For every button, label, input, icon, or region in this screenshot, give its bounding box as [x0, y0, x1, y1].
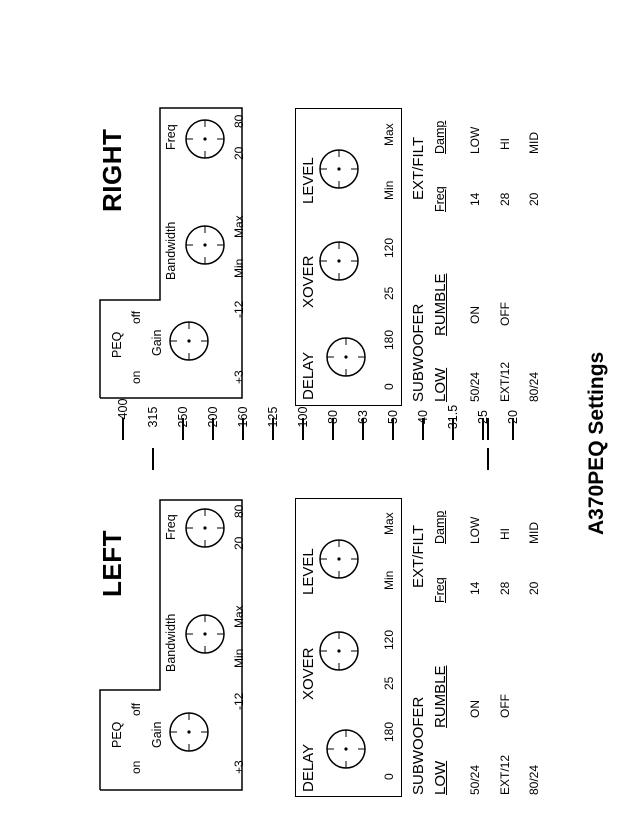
right-bandwidth-label: Bandwidth — [164, 221, 178, 280]
left-subwoofer-label: SUBWOOFER — [410, 696, 427, 795]
right-xover-label: XOVER — [300, 255, 317, 308]
right-ext-row2-freq: 28 — [498, 192, 512, 206]
left-freq-min: 20 — [232, 536, 246, 550]
left-ext-row1-freq: 14 — [468, 581, 482, 595]
right-ext-freq-header: Freq — [433, 186, 447, 212]
right-freq-max: 80 — [232, 114, 246, 128]
freq-label: 80 — [326, 410, 340, 424]
freq-label: 250 — [176, 406, 190, 428]
right-ext-row3-damp: MID — [527, 132, 541, 154]
right-extfilt-label: EXT/FILT — [410, 136, 427, 200]
freq-label: 400 — [116, 398, 130, 420]
freq-label: 160 — [236, 406, 250, 428]
left-ext-row3-freq: 20 — [527, 581, 541, 595]
right-delay-min: 0 — [382, 383, 396, 390]
left-delay-label: DELAY — [300, 743, 317, 792]
right-peq-label: PEQ — [110, 331, 124, 358]
right-ext-row3-freq: 20 — [527, 192, 541, 206]
left-sub-low-header: LOW — [432, 760, 449, 795]
left-heading: LEFT — [97, 530, 127, 597]
right-freq-label: Freq — [164, 124, 178, 150]
right-sub-rumble-header: RUMBLE — [432, 273, 449, 336]
left-ext-row3-damp: MID — [527, 522, 541, 544]
left-peq-off: off — [129, 702, 143, 716]
right-gain-max: -12 — [232, 300, 246, 318]
left-sub-row3-low: 80/24 — [527, 764, 541, 795]
left-xover-label: XOVER — [300, 647, 317, 700]
left-sub-row2-rumble: OFF — [498, 694, 512, 718]
right-bandwidth-max: Max — [232, 215, 246, 238]
left-sub-row1-low: 50/24 — [468, 764, 482, 795]
right-heading: RIGHT — [97, 128, 127, 212]
left-ext-damp-header: Damp — [433, 510, 447, 544]
right-ext-row1-freq: 14 — [468, 192, 482, 206]
freq-label: 20 — [506, 410, 520, 424]
right-subwoofer-label: SUBWOOFER — [410, 303, 427, 402]
left-peq-on: on — [129, 760, 143, 774]
freq-label: 31.5 — [446, 404, 460, 430]
right-xover-min: 25 — [382, 286, 396, 300]
right-gain-label: Gain — [150, 329, 164, 356]
right-bandwidth-min: Min — [232, 258, 246, 278]
right-delay-max: 180 — [382, 329, 396, 350]
left-level-label: LEVEL — [300, 548, 317, 595]
left-bandwidth-label: Bandwidth — [164, 613, 178, 672]
left-xover-min: 25 — [382, 676, 396, 690]
right-sub-row2-rumble: OFF — [498, 302, 512, 326]
left-ext-row1-damp: LOW — [468, 516, 482, 544]
right-peq-on: on — [129, 370, 143, 384]
left-freq-label: Freq — [164, 514, 178, 540]
right-gain-min: +3 — [232, 370, 246, 384]
left-ext-row2-freq: 28 — [498, 581, 512, 595]
right-ext-row1-damp: LOW — [468, 126, 482, 154]
freq-label: 63 — [356, 410, 370, 424]
left-peq-label: PEQ — [110, 721, 124, 748]
left-ext-freq-header: Freq — [433, 577, 447, 603]
left-delay-min: 0 — [382, 773, 396, 780]
right-sub-row1-low: 50/24 — [468, 371, 482, 402]
freq-label: 40 — [416, 410, 430, 424]
right-level-max: Max — [382, 123, 396, 146]
left-bandwidth-max: Max — [232, 605, 246, 628]
left-gain-min: +3 — [232, 760, 246, 774]
right-delay-label: DELAY — [300, 351, 317, 400]
right-xover-max: 120 — [382, 237, 396, 258]
right-sub-row1-rumble: ON — [468, 306, 482, 324]
right-freq-min: 20 — [232, 146, 246, 160]
left-gain-max: -12 — [232, 692, 246, 710]
left-delay-max: 180 — [382, 721, 396, 742]
freq-label: 125 — [266, 406, 280, 428]
right-sub-row2-low: EXT/12 — [498, 361, 512, 402]
left-sub-rumble-header: RUMBLE — [432, 665, 449, 728]
left-peq-outline-path — [100, 500, 190, 785]
left-level-min: Min — [382, 570, 396, 590]
left-xover-max: 120 — [382, 629, 396, 650]
right-ext-damp-header: Damp — [433, 120, 447, 154]
right-peq-off: off — [129, 310, 143, 324]
right-level-min: Min — [382, 180, 396, 200]
page-title: A370PEQ Settings — [585, 351, 608, 535]
left-ext-row2-damp: HI — [498, 528, 512, 540]
left-sub-row1-rumble: ON — [468, 700, 482, 718]
left-level-max: Max — [382, 512, 396, 535]
freq-label: 50 — [386, 410, 400, 424]
right-sub-low-header: LOW — [432, 367, 449, 402]
left-sub-row2-low: EXT/12 — [498, 754, 512, 795]
freq-label: 100 — [296, 406, 310, 428]
freq-label: 25 — [476, 410, 490, 424]
left-extfilt-label: EXT/FILT — [410, 524, 427, 588]
left-bandwidth-min: Min — [232, 648, 246, 668]
right-sub-row3-low: 80/24 — [527, 371, 541, 402]
right-level-label: LEVEL — [300, 157, 317, 204]
freq-label: 200 — [206, 406, 220, 428]
left-freq-max: 80 — [232, 504, 246, 518]
freq-label: 315 — [146, 406, 160, 428]
right-ext-row2-damp: HI — [498, 138, 512, 150]
left-gain-label: Gain — [150, 721, 164, 748]
